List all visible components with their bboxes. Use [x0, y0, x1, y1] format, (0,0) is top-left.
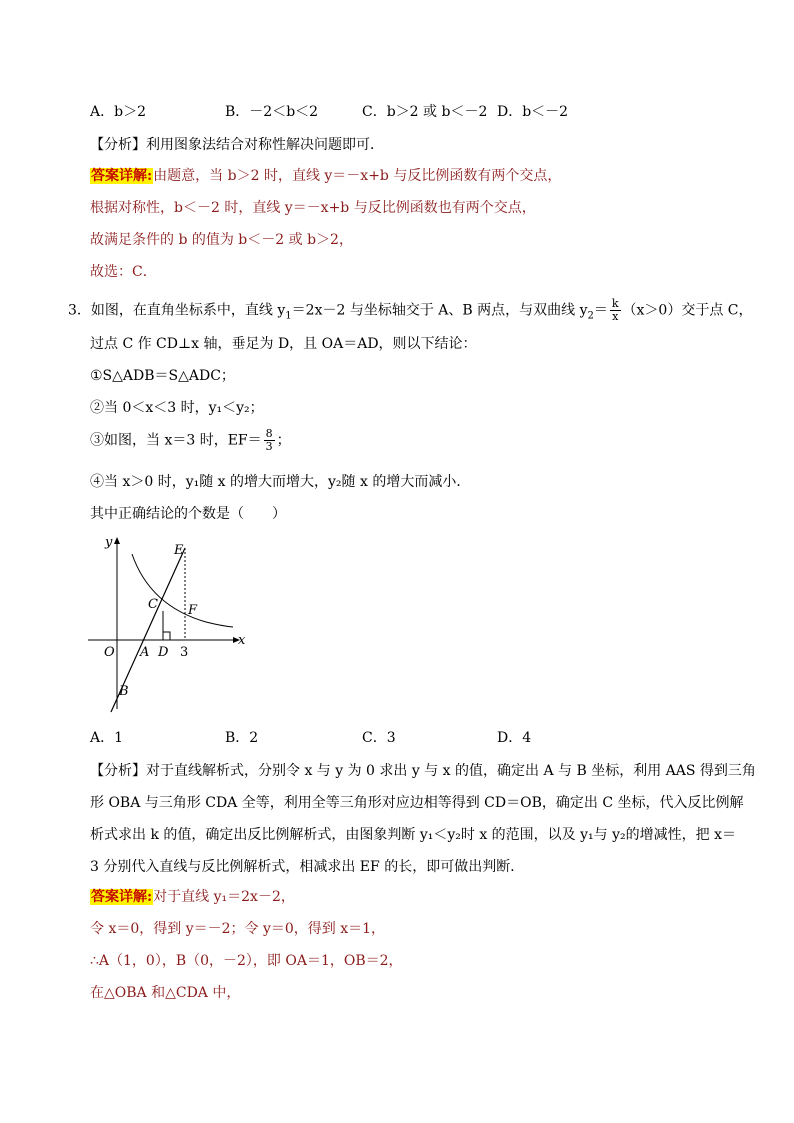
q3-number: 3． — [68, 302, 91, 319]
q3-stem-line-1: 3．如图，在直角坐标系中，直线 $y_1=2x-2$ 与坐标轴交于 A、B 两点，与双曲线 $y_2=$ $\frac{k}{x}$ （x＞0）交于点 C， — [68, 297, 753, 323]
coordinate-figure — [88, 534, 258, 714]
q3-option-c: C．3 — [362, 730, 396, 746]
q2-option-a: A．b＞2 — [90, 104, 146, 120]
q3-prompt: 其中正确结论的个数是（ ） — [90, 506, 286, 522]
q3-conclusion-1: ①S△ADB＝S△ADC； — [90, 368, 235, 384]
q3-conclusion-3: ③如图，当 x＝3 时，EF＝ $\frac{8}{3}$ ； — [90, 427, 291, 453]
label-b: B — [119, 684, 129, 699]
y-axis-arrow — [114, 537, 120, 544]
q3-answer-line-1: 答案详解:对于直线 y₁＝2x－2， — [91, 889, 295, 905]
right-angle-mark — [163, 632, 170, 640]
label-c: C — [148, 597, 158, 612]
label-e: E — [174, 543, 184, 558]
q3-analysis-line-3: 析式求出 k 的值，确定出反比例解析式，由图象判断 y₁＜y₂时 x 的范围，以及 y₁与 y₂的增减性，把 x＝ — [90, 827, 736, 843]
q3-conclusion-4: ④当 x＞0 时，y₁随 x 的增大而增大，y₂随 x 的增大而减小． — [90, 474, 471, 490]
q2-answer-line-3: 故满足条件的 b 的值为 b＜－2 或 b＞2， — [90, 232, 353, 248]
q3-stem-line-2: 过点 C 作 CD⊥x 轴，垂足为 D，且 OA＝AD，则以下结论： — [90, 336, 477, 352]
q2-analysis — [90, 135, 384, 155]
hyperbola-curve — [132, 554, 233, 627]
q2-option-c: C．b＞2 或 b＜－2 — [362, 104, 488, 120]
fraction-k-over-x: $\frac{k}{x}$ — [611, 297, 619, 323]
q3-option-a: A．1 — [90, 730, 124, 746]
q2-analysis-tag: 【分析】 — [90, 137, 146, 153]
q3-analysis-line-4: 3 分别代入直线与反比例解析式，相减求出 EF 的长，即可做出判断． — [90, 859, 525, 875]
q2-answer-line-1: 答案详解:由题意，当 b＞2 时，直线 y＝－x+b 与反比例函数有两个交点， — [91, 168, 562, 184]
q2-answer-line-4: 故选：C． — [90, 264, 157, 280]
q2-answer-tag: 答案详解: — [91, 168, 153, 184]
q3-answer-line-3: ∴A（1，0），B（0，－2），即 OA＝1，OB＝2， — [90, 953, 403, 969]
label-o: O — [104, 645, 115, 660]
label-x: x — [238, 633, 246, 648]
q3-answer-tag: 答案详解: — [91, 889, 153, 905]
q3-option-b: B．2 — [225, 730, 259, 746]
q2-analysis-text: 利用图象法结合对称性解决问题即可． — [146, 137, 384, 153]
q3-conclusion-2: ②当 0＜x＜3 时，y₁＜y₂； — [90, 400, 264, 416]
label-d: D — [158, 645, 169, 660]
q3-analysis-line-2: 形 OBA 与三角形 CDA 全等，利用全等三角形对应边相等得到 CD＝OB，确定出 C 坐标，代入反比例解 — [90, 795, 744, 811]
q2-answer-line-2: 根据对称性，b＜－2 时，直线 y＝－x+b 与反比例函数也有两个交点， — [90, 200, 536, 216]
q2-option-b: B．－2＜b＜2 — [225, 104, 319, 120]
label-y: y — [105, 535, 113, 550]
fraction-8-over-3: $\frac{8}{3}$ — [265, 427, 273, 453]
q3-option-d: D．4 — [497, 730, 532, 746]
q2-option-d: D．b＜－2 — [497, 104, 569, 120]
q3-analysis-line-1: 【分析】对于直线解析式，分别令 x 与 y 为 0 求出 y 与 x 的值，确定出 A 与 B 坐标，利用 AAS 得到三角 — [90, 763, 756, 779]
q3-answer-line-4: 在△OBA 和△CDA 中， — [90, 985, 241, 1001]
q3-analysis-tag: 【分析】 — [90, 763, 146, 779]
label-3: 3 — [180, 645, 189, 660]
label-a: A — [140, 645, 150, 660]
label-f: F — [188, 603, 198, 618]
q3-answer-line-2: 令 x＝0，得到 y＝－2；令 y＝0，得到 x＝1， — [90, 921, 386, 937]
